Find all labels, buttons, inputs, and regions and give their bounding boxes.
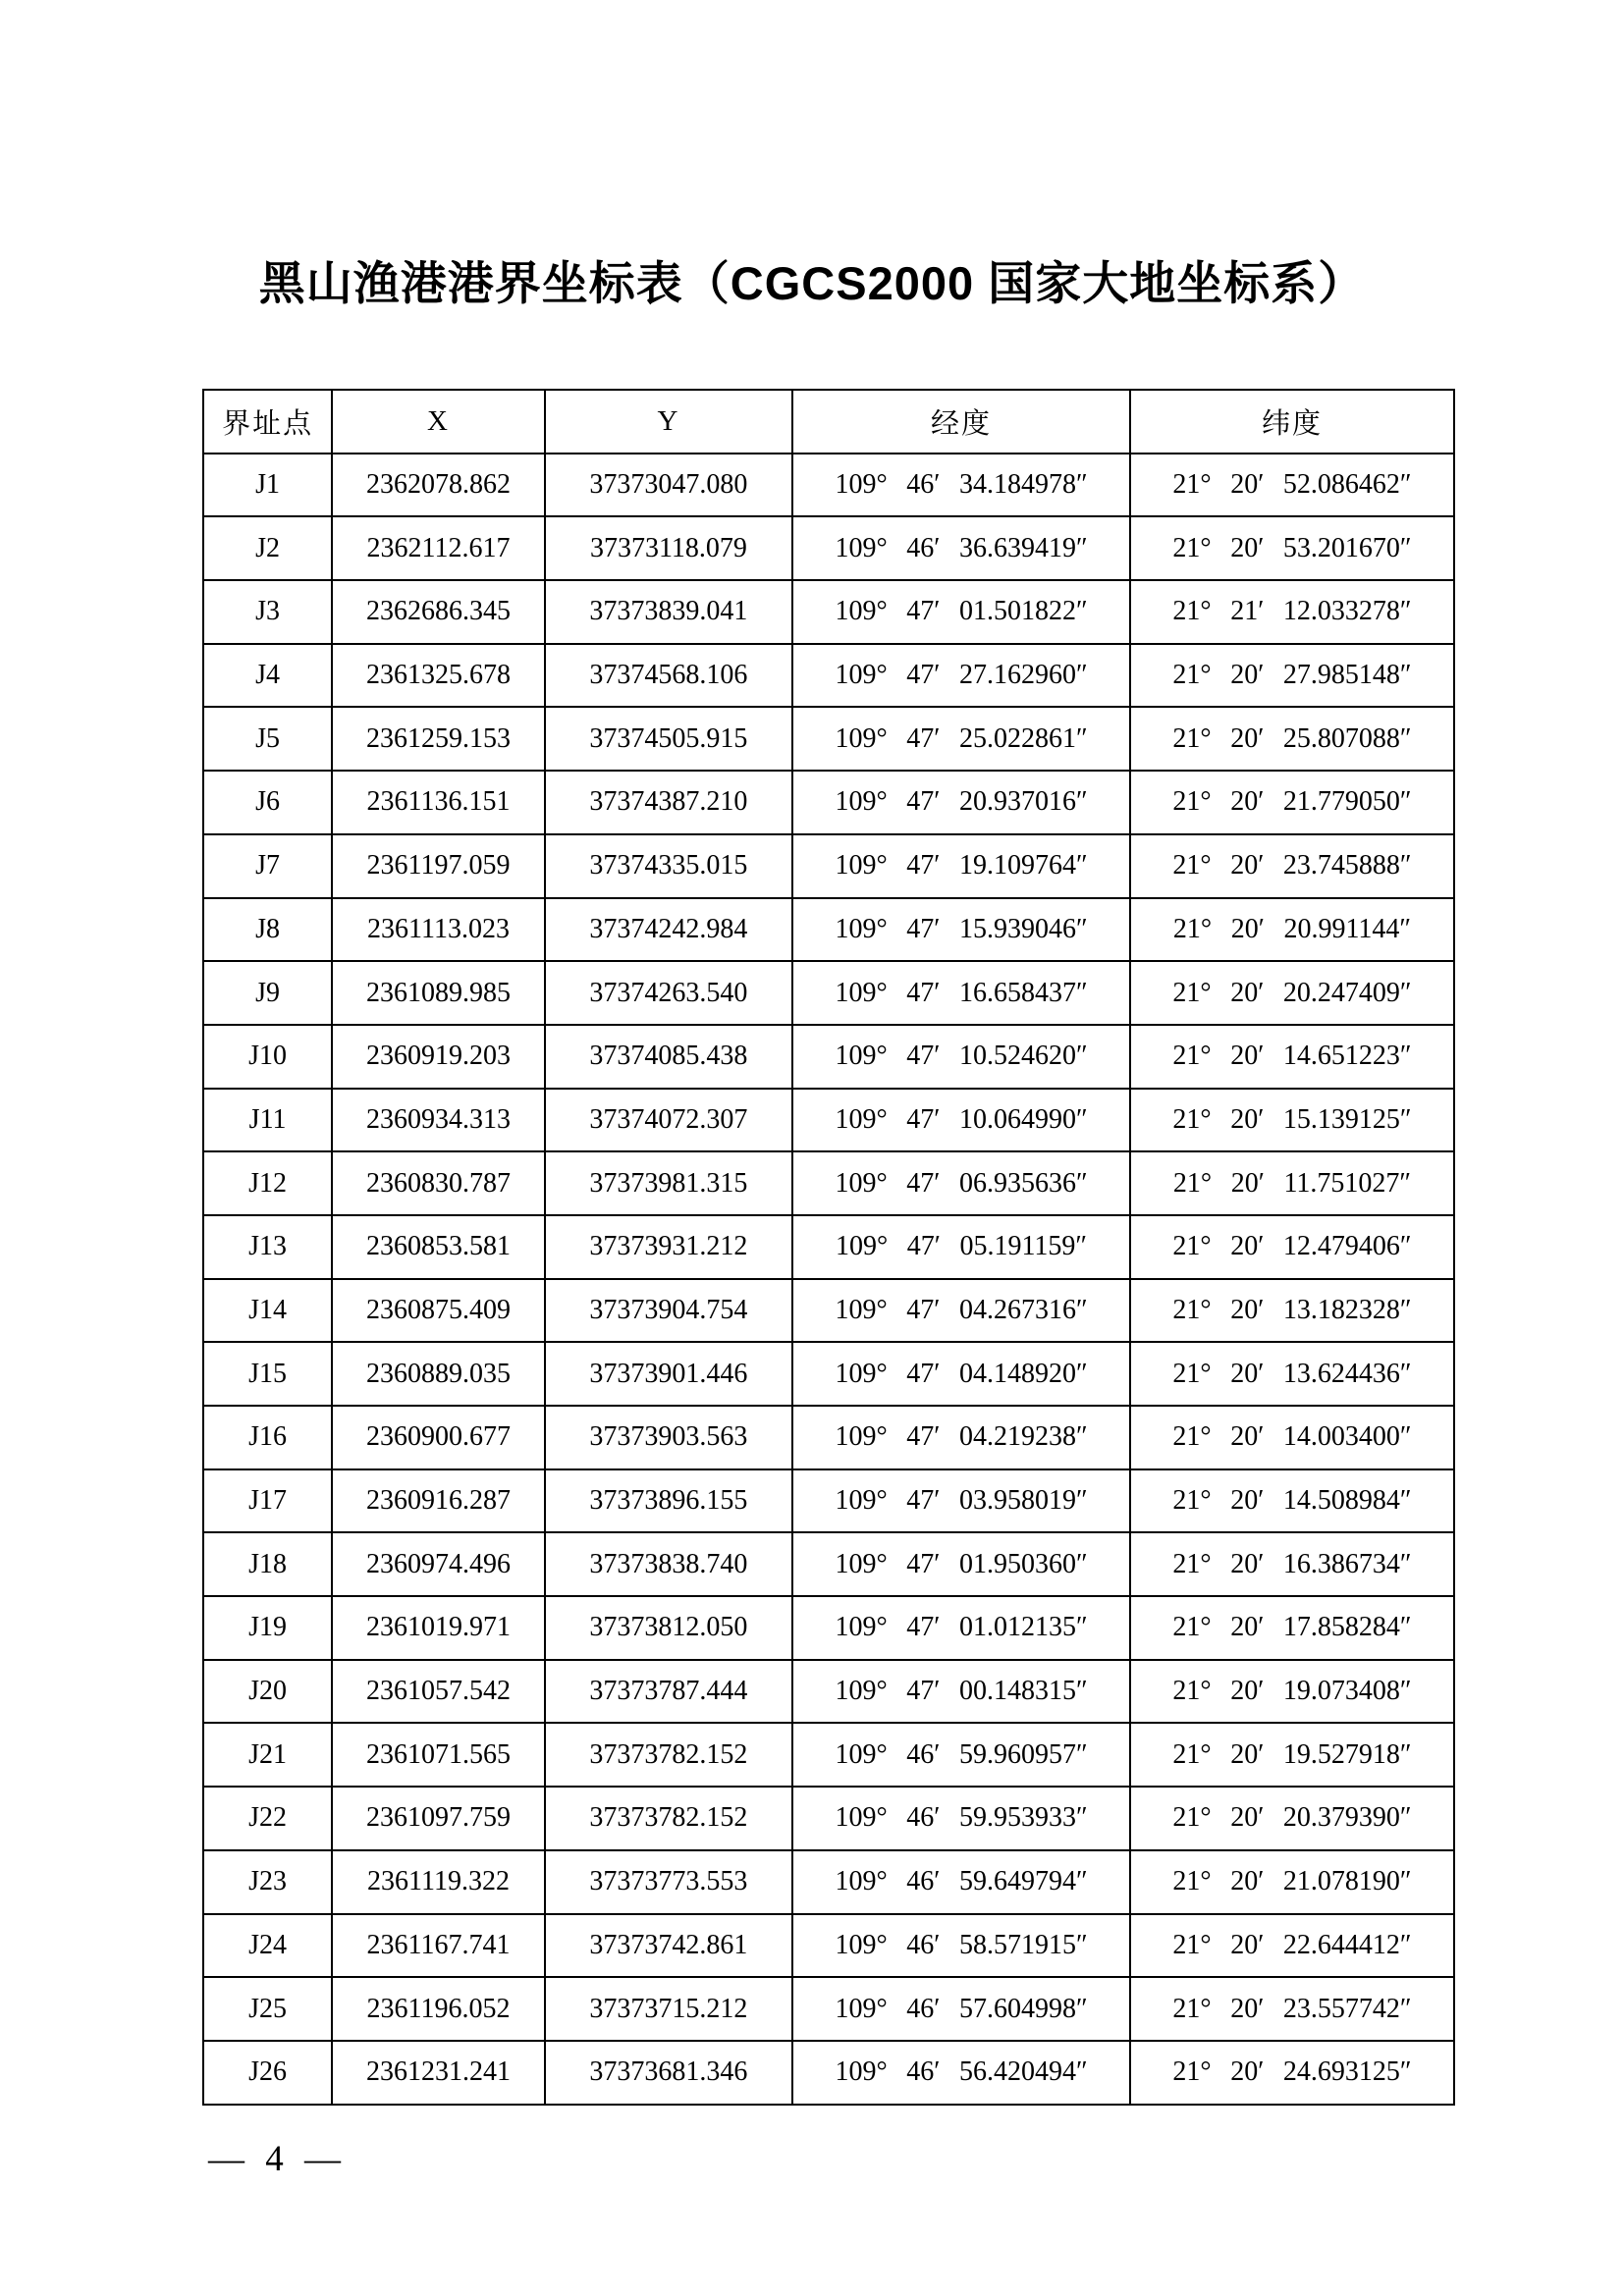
cell-lon: 109° 47′ 19.109764″ (792, 834, 1130, 898)
table-row (203, 1215, 1454, 1279)
cell-y: 37373812.050 (545, 1596, 792, 1660)
cell-point: J12 (203, 1151, 332, 1215)
coordinate-table (202, 389, 1455, 2106)
cell-lat: 21° 20′ 22.644412″ (1130, 1914, 1454, 1978)
cell-x: 2360916.287 (332, 1469, 545, 1533)
cell-lon: 109° 46′ 56.420494″ (792, 2041, 1130, 2105)
table-row (203, 1914, 1454, 1978)
cell-point: J17 (203, 1469, 332, 1533)
table-row (203, 1596, 1454, 1660)
cell-lat: 21° 20′ 11.751027″ (1130, 1151, 1454, 1215)
cell-lat: 21° 20′ 13.182328″ (1130, 1279, 1454, 1343)
cell-x: 2361057.542 (332, 1660, 545, 1724)
cell-lat: 21° 20′ 27.985148″ (1130, 644, 1454, 708)
cell-lon: 109° 47′ 27.162960″ (792, 644, 1130, 708)
table-row (203, 1850, 1454, 1914)
table-row (203, 898, 1454, 962)
cell-lat: 21° 20′ 20.247409″ (1130, 961, 1454, 1025)
column-header-x: X (332, 390, 545, 454)
cell-lon: 109° 47′ 20.937016″ (792, 771, 1130, 834)
cell-y: 37373773.553 (545, 1850, 792, 1914)
cell-point: J20 (203, 1660, 332, 1724)
cell-lon: 109° 47′ 03.958019″ (792, 1469, 1130, 1533)
cell-x: 2361259.153 (332, 707, 545, 771)
cell-x: 2361196.052 (332, 1977, 545, 2041)
cell-x: 2362112.617 (332, 516, 545, 580)
cell-lat: 21° 20′ 23.745888″ (1130, 834, 1454, 898)
cell-y: 37374568.106 (545, 644, 792, 708)
table-row (203, 1151, 1454, 1215)
cell-x: 2361167.741 (332, 1914, 545, 1978)
cell-point: J15 (203, 1342, 332, 1406)
cell-x: 2361089.985 (332, 961, 545, 1025)
cell-lon: 109° 47′ 00.148315″ (792, 1660, 1130, 1724)
cell-y: 37373903.563 (545, 1406, 792, 1469)
cell-y: 37374263.540 (545, 961, 792, 1025)
cell-lat: 21° 20′ 21.779050″ (1130, 771, 1454, 834)
cell-lon: 109° 47′ 16.658437″ (792, 961, 1130, 1025)
cell-lat: 21° 20′ 14.508984″ (1130, 1469, 1454, 1533)
cell-lon: 109° 47′ 01.012135″ (792, 1596, 1130, 1660)
table-body (203, 454, 1454, 2105)
cell-lon: 109° 47′ 01.950360″ (792, 1532, 1130, 1596)
cell-x: 2362686.345 (332, 580, 545, 644)
cell-y: 37374335.015 (545, 834, 792, 898)
table-row (203, 1977, 1454, 2041)
table-row (203, 834, 1454, 898)
table-header-row (203, 390, 1454, 454)
cell-lon: 109° 47′ 04.219238″ (792, 1406, 1130, 1469)
cell-x: 2362078.862 (332, 454, 545, 517)
cell-point: J14 (203, 1279, 332, 1343)
page-number: — 4 — (208, 2139, 347, 2179)
cell-point: J10 (203, 1025, 332, 1089)
table-row (203, 1279, 1454, 1343)
cell-x: 2361325.678 (332, 644, 545, 708)
cell-lat: 21° 20′ 20.991144″ (1130, 898, 1454, 962)
cell-lat: 21° 20′ 21.078190″ (1130, 1850, 1454, 1914)
cell-x: 2361197.059 (332, 834, 545, 898)
cell-lat: 21° 20′ 13.624436″ (1130, 1342, 1454, 1406)
cell-lon: 109° 47′ 15.939046″ (792, 898, 1130, 962)
cell-lon: 109° 47′ 04.148920″ (792, 1342, 1130, 1406)
table-row (203, 1532, 1454, 1596)
cell-point: J23 (203, 1850, 332, 1914)
table-row (203, 644, 1454, 708)
cell-point: J4 (203, 644, 332, 708)
cell-lon: 109° 46′ 34.184978″ (792, 454, 1130, 517)
cell-y: 37374387.210 (545, 771, 792, 834)
cell-x: 2360875.409 (332, 1279, 545, 1343)
cell-y: 37373787.444 (545, 1660, 792, 1724)
table-row (203, 1025, 1454, 1089)
table-row (203, 516, 1454, 580)
cell-x: 2360974.496 (332, 1532, 545, 1596)
cell-point: J1 (203, 454, 332, 517)
cell-lon: 109° 47′ 10.524620″ (792, 1025, 1130, 1089)
cell-point: J3 (203, 580, 332, 644)
cell-lon: 109° 47′ 10.064990″ (792, 1089, 1130, 1152)
cell-x: 2361136.151 (332, 771, 545, 834)
cell-point: J13 (203, 1215, 332, 1279)
cell-point: J2 (203, 516, 332, 580)
cell-y: 37373118.079 (545, 516, 792, 580)
cell-y: 37374085.438 (545, 1025, 792, 1089)
cell-x: 2361071.565 (332, 1723, 545, 1787)
column-header-lon: 经度 (792, 390, 1130, 454)
cell-point: J8 (203, 898, 332, 962)
cell-point: J22 (203, 1787, 332, 1850)
column-header-y: Y (545, 390, 792, 454)
cell-y: 37373047.080 (545, 454, 792, 517)
cell-x: 2360934.313 (332, 1089, 545, 1152)
cell-point: J24 (203, 1914, 332, 1978)
cell-y: 37374505.915 (545, 707, 792, 771)
cell-lat: 21° 20′ 52.086462″ (1130, 454, 1454, 517)
cell-lat: 21° 20′ 23.557742″ (1130, 1977, 1454, 2041)
column-header-lat: 纬度 (1130, 390, 1454, 454)
cell-x: 2360830.787 (332, 1151, 545, 1215)
cell-lat: 21° 21′ 12.033278″ (1130, 580, 1454, 644)
cell-lat: 21° 20′ 53.201670″ (1130, 516, 1454, 580)
cell-lat: 21° 20′ 20.379390″ (1130, 1787, 1454, 1850)
cell-lon: 109° 46′ 59.953933″ (792, 1787, 1130, 1850)
cell-x: 2360919.203 (332, 1025, 545, 1089)
cell-lon: 109° 46′ 36.639419″ (792, 516, 1130, 580)
cell-lon: 109° 46′ 57.604998″ (792, 1977, 1130, 2041)
cell-y: 37373715.212 (545, 1977, 792, 2041)
cell-point: J11 (203, 1089, 332, 1152)
cell-lon: 109° 46′ 59.649794″ (792, 1850, 1130, 1914)
cell-lat: 21° 20′ 14.003400″ (1130, 1406, 1454, 1469)
cell-y: 37373896.155 (545, 1469, 792, 1533)
cell-y: 37373681.346 (545, 2041, 792, 2105)
cell-x: 2361097.759 (332, 1787, 545, 1850)
cell-y: 37373981.315 (545, 1151, 792, 1215)
table-row (203, 1406, 1454, 1469)
cell-x: 2361019.971 (332, 1596, 545, 1660)
table-row (203, 771, 1454, 834)
cell-lon: 109° 47′ 25.022861″ (792, 707, 1130, 771)
cell-y: 37373904.754 (545, 1279, 792, 1343)
cell-lat: 21° 20′ 19.073408″ (1130, 1660, 1454, 1724)
cell-x: 2361119.322 (332, 1850, 545, 1914)
cell-lon: 109° 47′ 01.501822″ (792, 580, 1130, 644)
cell-y: 37374072.307 (545, 1089, 792, 1152)
cell-y: 37374242.984 (545, 898, 792, 962)
table-row (203, 1660, 1454, 1724)
cell-y: 37373782.152 (545, 1787, 792, 1850)
table-row (203, 1342, 1454, 1406)
cell-lon: 109° 47′ 06.935636″ (792, 1151, 1130, 1215)
cell-point: J16 (203, 1406, 332, 1469)
table-row (203, 1723, 1454, 1787)
table-row (203, 580, 1454, 644)
cell-y: 37373838.740 (545, 1532, 792, 1596)
cell-lat: 21° 20′ 12.479406″ (1130, 1215, 1454, 1279)
column-header-point: 界址点 (203, 390, 332, 454)
cell-lon: 109° 47′ 05.191159″ (792, 1215, 1130, 1279)
cell-lat: 21° 20′ 15.139125″ (1130, 1089, 1454, 1152)
cell-y: 37373901.446 (545, 1342, 792, 1406)
cell-point: J6 (203, 771, 332, 834)
cell-y: 37373782.152 (545, 1723, 792, 1787)
cell-point: J19 (203, 1596, 332, 1660)
table-row (203, 454, 1454, 517)
table-row (203, 1089, 1454, 1152)
cell-lon: 109° 46′ 59.960957″ (792, 1723, 1130, 1787)
cell-y: 37373839.041 (545, 580, 792, 644)
cell-x: 2361113.023 (332, 898, 545, 962)
cell-point: J5 (203, 707, 332, 771)
cell-lat: 21° 20′ 24.693125″ (1130, 2041, 1454, 2105)
cell-lon: 109° 47′ 04.267316″ (792, 1279, 1130, 1343)
table-row (203, 961, 1454, 1025)
cell-lat: 21° 20′ 17.858284″ (1130, 1596, 1454, 1660)
cell-lat: 21° 20′ 14.651223″ (1130, 1025, 1454, 1089)
cell-point: J18 (203, 1532, 332, 1596)
page-title: 黑山渔港港界坐标表（CGCS2000 国家大地坐标系） (258, 257, 1366, 309)
cell-x: 2360900.677 (332, 1406, 545, 1469)
cell-lat: 21° 20′ 16.386734″ (1130, 1532, 1454, 1596)
cell-point: J21 (203, 1723, 332, 1787)
cell-x: 2360853.581 (332, 1215, 545, 1279)
cell-y: 37373742.861 (545, 1914, 792, 1978)
table-row (203, 707, 1454, 771)
cell-point: J7 (203, 834, 332, 898)
cell-y: 37373931.212 (545, 1215, 792, 1279)
cell-x: 2361231.241 (332, 2041, 545, 2105)
cell-x: 2360889.035 (332, 1342, 545, 1406)
cell-lat: 21° 20′ 25.807088″ (1130, 707, 1454, 771)
cell-point: J9 (203, 961, 332, 1025)
cell-point: J26 (203, 2041, 332, 2105)
cell-lat: 21° 20′ 19.527918″ (1130, 1723, 1454, 1787)
cell-point: J25 (203, 1977, 332, 2041)
cell-lon: 109° 46′ 58.571915″ (792, 1914, 1130, 1978)
table-row (203, 2041, 1454, 2105)
table-row (203, 1469, 1454, 1533)
table-row (203, 1787, 1454, 1850)
